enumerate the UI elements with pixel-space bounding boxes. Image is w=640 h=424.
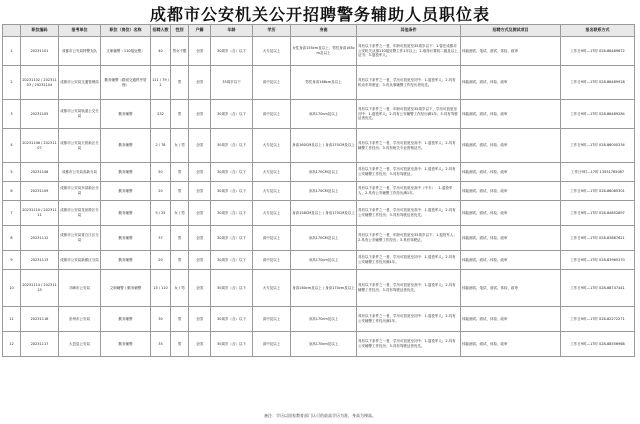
- cell-edu: 高中及以上: [253, 251, 291, 270]
- cell-age: 30周岁（含）以下: [211, 129, 253, 163]
- cell-post: 文职辅警（110接处警）: [101, 37, 151, 66]
- cell-post: 勤务辅警: [101, 182, 151, 201]
- cell-height: 身高158CM及以上 / 身高170CM及以上: [291, 201, 357, 226]
- cell-other: 具有以下条件之一者，年龄可放宽至35周岁以下，学历可放宽至初中：1.退役军人；2.具有公安辅警工作经历满1年；3.具有驾驶证者优先。: [357, 100, 461, 129]
- header-hukou: 户籍: [189, 25, 211, 37]
- cell-height: 身高170CM及以上: [291, 226, 357, 251]
- table-row: [3, 251, 635, 270]
- cell-code: 20231101: [21, 37, 59, 66]
- cell-code: 20231117: [21, 332, 59, 357]
- cell-post: 勤务辅警: [101, 332, 151, 357]
- header-age: 年龄: [211, 25, 253, 37]
- cell-post: 勤务辅警: [101, 201, 151, 226]
- table-body: [3, 37, 635, 357]
- cell-other: 具有以下条件之一者，学历可放宽至高中：1.退役军人；2.具有公安辅警工作经历；3.具有驾驶证。: [357, 163, 461, 182]
- cell-unit: 成都市公安局交通管理局: [59, 66, 101, 100]
- cell-method: 体能测试、面试、体检、政审: [461, 332, 561, 357]
- cell-height: 身高170CM及以上: [291, 182, 357, 201]
- cell-count: 5 / 25: [151, 201, 171, 226]
- cell-age: 30周岁（含）以下: [211, 270, 253, 307]
- header-code: 职位编码: [21, 25, 59, 37]
- cell-count: 40: [151, 37, 171, 66]
- cell-edu: 大专及以上: [253, 129, 291, 163]
- header-count: 招聘人数: [151, 25, 171, 37]
- table-row: [3, 129, 635, 163]
- cell-hukou: 全国: [189, 182, 211, 201]
- cell-edu: 高中及以上: [253, 307, 291, 332]
- table-row: [3, 270, 635, 307]
- header-seq: [3, 25, 21, 37]
- cell-method: 体能测试、面试、体检、政审: [461, 100, 561, 129]
- cell-count: 2 / 78: [151, 129, 171, 163]
- cell-age: 30周岁（含）以下: [211, 182, 253, 201]
- header-gender: 性别: [171, 25, 189, 37]
- header-edu: 学历: [253, 25, 291, 37]
- cell-height: 身高170CM及以上: [291, 163, 357, 182]
- cell-seq: 11: [3, 307, 21, 332]
- cell-edu: 大专及以上: [253, 270, 291, 307]
- cell-unit: 成都市公安局青白江区分局: [59, 226, 101, 251]
- cell-gender: 女 / 男: [171, 129, 189, 163]
- cell-contact: 工作日9时—17时 028-86085301: [561, 182, 635, 201]
- cell-method: 体能测试、面试、体检、政审: [461, 307, 561, 332]
- cell-gender: 男女不限: [171, 37, 189, 66]
- cell-count: 37: [151, 226, 171, 251]
- cell-edu: 高中及以上: [253, 332, 291, 357]
- cell-method: 体能测试、面试、体检、政审: [461, 201, 561, 226]
- header-other: 其他条件: [357, 25, 461, 37]
- cell-other: 具有以下条件之一者，年龄可放宽至35周岁以下：1.曾在成都市公安机关从事110接处警工作1年以上；2.取得计算机二级及以上证书；3.退役军人。: [357, 37, 461, 66]
- cell-height: 身高170cm及以上: [291, 100, 357, 129]
- cell-contact: 工作日9时—17时 028-83687621: [561, 226, 635, 251]
- cell-age: 30周岁（含）以下: [211, 163, 253, 182]
- cell-other: 具有以下条件之一者，学历可放宽至初中：1.退役军人；2.具有公安辅警工作经历满1年。: [357, 307, 461, 332]
- cell-contact: 工作日9时—17时 028-83965370: [561, 251, 635, 270]
- cell-post: 勤务辅警: [101, 307, 151, 332]
- cell-seq: 7: [3, 201, 21, 226]
- cell-unit: 成都市公安局轨道公交分局: [59, 100, 101, 129]
- cell-code: 20231102 / 20231103 / 20231104: [21, 66, 59, 100]
- table-row: [3, 37, 635, 66]
- cell-seq: 8: [3, 226, 21, 251]
- cell-edu: 大专及以上: [253, 201, 291, 226]
- cell-method: 体能测试、面试、体检、政审: [461, 163, 561, 182]
- header-post: 职位（岗位）名称: [101, 25, 151, 37]
- cell-unit: 崇州市公安局: [59, 307, 101, 332]
- cell-code: 20231114 / 20231115: [21, 270, 59, 307]
- header-unit: 报考单位: [59, 25, 101, 37]
- cell-other: 具有以下条件之一者，学历可放宽至高中：1.退役军人；2.具有辅警工作经历；3.具有驾驶证者优先。: [357, 270, 461, 307]
- cell-method: 体能测试、面试、体检、政审: [461, 226, 561, 251]
- cell-contact: 工作日9时—17时 028-88747441: [561, 270, 635, 307]
- cell-other: 具有以下条件之一者，年龄可放宽至35周岁以下：1.退役军人；2.具有公安辅警工作经历；3.具有驾驶证。: [357, 226, 461, 251]
- cell-height: 身高160cm及以上 / 身高170cm及以上: [291, 270, 357, 307]
- cell-edu: 大专及以上: [253, 163, 291, 182]
- cell-age: 30周岁（含）以下: [211, 37, 253, 66]
- cell-seq: 5: [3, 163, 21, 182]
- cell-age: 30周岁（含）以下: [211, 201, 253, 226]
- cell-method: 体能测试、面试、体检、政审: [461, 182, 561, 201]
- cell-age: 30周岁（含）以下: [211, 332, 253, 357]
- cell-hukou: 全国: [189, 226, 211, 251]
- cell-code: 20231116: [21, 307, 59, 332]
- cell-unit: 成都市公安局特警支队: [59, 37, 101, 66]
- cell-seq: 3: [3, 100, 21, 129]
- cell-contact: 工作日9时—17时 028-82272271: [561, 307, 635, 332]
- table-row: [3, 163, 635, 182]
- cell-hukou: 全国: [189, 66, 211, 100]
- cell-unit: 成都市公安局天府新区分局: [59, 129, 101, 163]
- cell-height: 男性身高168cm及以上: [291, 66, 357, 100]
- table-row: [3, 100, 635, 129]
- cell-count: 15 / 110: [151, 270, 171, 307]
- cell-unit: 成都市公安局东部新区分局: [59, 182, 101, 201]
- header-method: 招聘方式及测试项目: [461, 25, 561, 37]
- cell-age: 30周岁（含）以下: [211, 100, 253, 129]
- cell-post: 勤务辅警: [101, 163, 151, 182]
- cell-method: 体能测试、笔试、面试、体检、政审: [461, 37, 561, 66]
- cell-hukou: 全国: [189, 129, 211, 163]
- cell-height: 身高170cm及以上: [291, 251, 357, 270]
- cell-count: 20: [151, 182, 171, 201]
- cell-gender: 女 / 男: [171, 270, 189, 307]
- cell-edu: 高中及以上: [253, 66, 291, 100]
- cell-code: 20231112: [21, 226, 59, 251]
- cell-gender: 男: [171, 66, 189, 100]
- cell-unit: 大邑县公安局: [59, 332, 101, 357]
- table-row: [3, 332, 635, 357]
- cell-contact: 工作日9时—17时 028-88556968: [561, 332, 635, 357]
- cell-gender: 女 / 男: [171, 201, 189, 226]
- cell-contact: 工作日9时—17时 028-86489672: [561, 37, 635, 66]
- cell-other: 具有以下条件之一者，学历可放宽至高中：1.退役军人；2.具有公安辅警工作经历；3.具有驾驶证者优先。: [357, 201, 461, 226]
- cell-height: 身高170cm及以上: [291, 332, 357, 357]
- cell-post: 勤务辅警: [101, 129, 151, 163]
- cell-other: 具有以下条件之一者，学历可放宽至初中：1.退役军人；2.具有公安辅警工作经历满1年。: [357, 251, 461, 270]
- header-height: 身高: [291, 25, 357, 37]
- cell-seq: 12: [3, 332, 21, 357]
- cell-contact: 工作日9时—17时 028-86000234: [561, 129, 635, 163]
- cell-gender: 男: [171, 100, 189, 129]
- cell-other: 具有以下条件之一者，学历可放宽至高中（中专）：1.退役军人；2.具有公安辅警工作经历满1年。: [357, 182, 461, 201]
- cell-age: 30周岁（含）以下: [211, 307, 253, 332]
- table-row: [3, 307, 635, 332]
- page-title: 成都市公安机关公开招聘警务辅助人员职位表: [149, 5, 490, 24]
- cell-height: 身高170cm及以上: [291, 307, 357, 332]
- cell-seq: 10: [3, 270, 21, 307]
- cell-code: 20231106 / 20231107: [21, 129, 59, 163]
- positions-table: [2, 24, 635, 357]
- cell-hukou: 全国: [189, 251, 211, 270]
- cell-unit: 邛崃市公安局: [59, 270, 101, 307]
- cell-count: 111 / 79 / 2: [151, 66, 171, 100]
- cell-gender: 男: [171, 226, 189, 251]
- cell-gender: 男: [171, 163, 189, 182]
- cell-count: 50: [151, 163, 171, 182]
- footnote: 备注：学历以国家教育部门认可的最高学历为准，身高为裸高。: [264, 413, 376, 418]
- cell-post: 勤务辅警: [101, 251, 151, 270]
- cell-other: 具有以下条件之一者，学历可放宽至高中：1.退役军人；2.具有辅警工作经历；3.具有相关专业资格证书。: [357, 129, 461, 163]
- header-contact: 报名联系方式: [561, 25, 635, 37]
- cell-contact: 工作日9时—17时 13551765087: [561, 163, 635, 182]
- cell-unit: 成都市公安局高新分局: [59, 163, 101, 182]
- cell-age: 35周岁以下: [211, 66, 253, 100]
- cell-method: 体能测试、面试、体检、政审: [461, 66, 561, 100]
- cell-height: 身高160CM及以上 / 身高170CM及以上: [291, 129, 357, 163]
- cell-seq: 2: [3, 66, 21, 100]
- cell-code: 20231113: [21, 251, 59, 270]
- cell-count: 30: [151, 307, 171, 332]
- cell-seq: 6: [3, 182, 21, 201]
- cell-count: 20: [151, 251, 171, 270]
- cell-other: 具有以下条件之一者，学历可放宽至初中：1.退役军人；2.具有机动车驾驶证；3.有从事辅警工作经历者优先。: [357, 66, 461, 100]
- cell-unit: 成都市公安局新都区分局: [59, 251, 101, 270]
- cell-gender: 男: [171, 332, 189, 357]
- cell-age: 30周岁（含）以下: [211, 251, 253, 270]
- cell-hukou: 全国: [189, 270, 211, 307]
- cell-gender: 男: [171, 307, 189, 332]
- cell-seq: 9: [3, 251, 21, 270]
- cell-gender: 男: [171, 251, 189, 270]
- cell-edu: 大专及以上: [253, 182, 291, 201]
- cell-hukou: 全国: [189, 163, 211, 182]
- cell-hukou: 全国: [189, 100, 211, 129]
- cell-hukou: 全国: [189, 37, 211, 66]
- cell-gender: 男: [171, 182, 189, 201]
- table-header: [3, 25, 635, 37]
- cell-edu: 高中及以上: [253, 100, 291, 129]
- cell-post: 勤务辅警: [101, 100, 151, 129]
- cell-contact: 工作日9时—17时 028-84852897: [561, 201, 635, 226]
- cell-unit: 成都市公安局龙泉驿区分局: [59, 201, 101, 226]
- cell-contact: 工作日9时—17时 028-86489928: [561, 66, 635, 100]
- cell-method: 体能测试、笔试、面试、体检、政审: [461, 270, 561, 307]
- table-row: [3, 182, 635, 201]
- cell-method: 体能测试、面试、体检、政审: [461, 129, 561, 163]
- cell-post: 文职辅警 / 勤务辅警: [101, 270, 151, 307]
- cell-post: 勤务辅警（路面交通秩序管理）: [101, 66, 151, 100]
- table-row: [3, 201, 635, 226]
- cell-count: 35: [151, 332, 171, 357]
- cell-code: 20231105: [21, 100, 59, 129]
- table-row: [3, 226, 635, 251]
- cell-count: 232: [151, 100, 171, 129]
- cell-edu: 高中及以上: [253, 226, 291, 251]
- cell-seq: 1: [3, 37, 21, 66]
- cell-height: 女性身高155cm及以上；男性身高165cm及以上: [291, 37, 357, 66]
- cell-seq: 4: [3, 129, 21, 163]
- table-row: [3, 66, 635, 100]
- cell-age: 30周岁（含）以下: [211, 226, 253, 251]
- cell-code: 20231109: [21, 182, 59, 201]
- cell-code: 20231110 / 20231111: [21, 201, 59, 226]
- cell-hukou: 全国: [189, 307, 211, 332]
- cell-hukou: 全国: [189, 201, 211, 226]
- cell-code: 20231108: [21, 163, 59, 182]
- cell-post: 勤务辅警: [101, 226, 151, 251]
- cell-contact: 工作日9时—17时 028-86489284: [561, 100, 635, 129]
- cell-other: 具有以下条件之一者，学历可放宽至初中：1.退役军人；2.具有公安辅警工作经历；3.具有驾驶证者优先。: [357, 332, 461, 357]
- cell-edu: 大专及以上: [253, 37, 291, 66]
- cell-hukou: 全国: [189, 332, 211, 357]
- cell-method: 体能测试、面试、体检、政审: [461, 251, 561, 270]
